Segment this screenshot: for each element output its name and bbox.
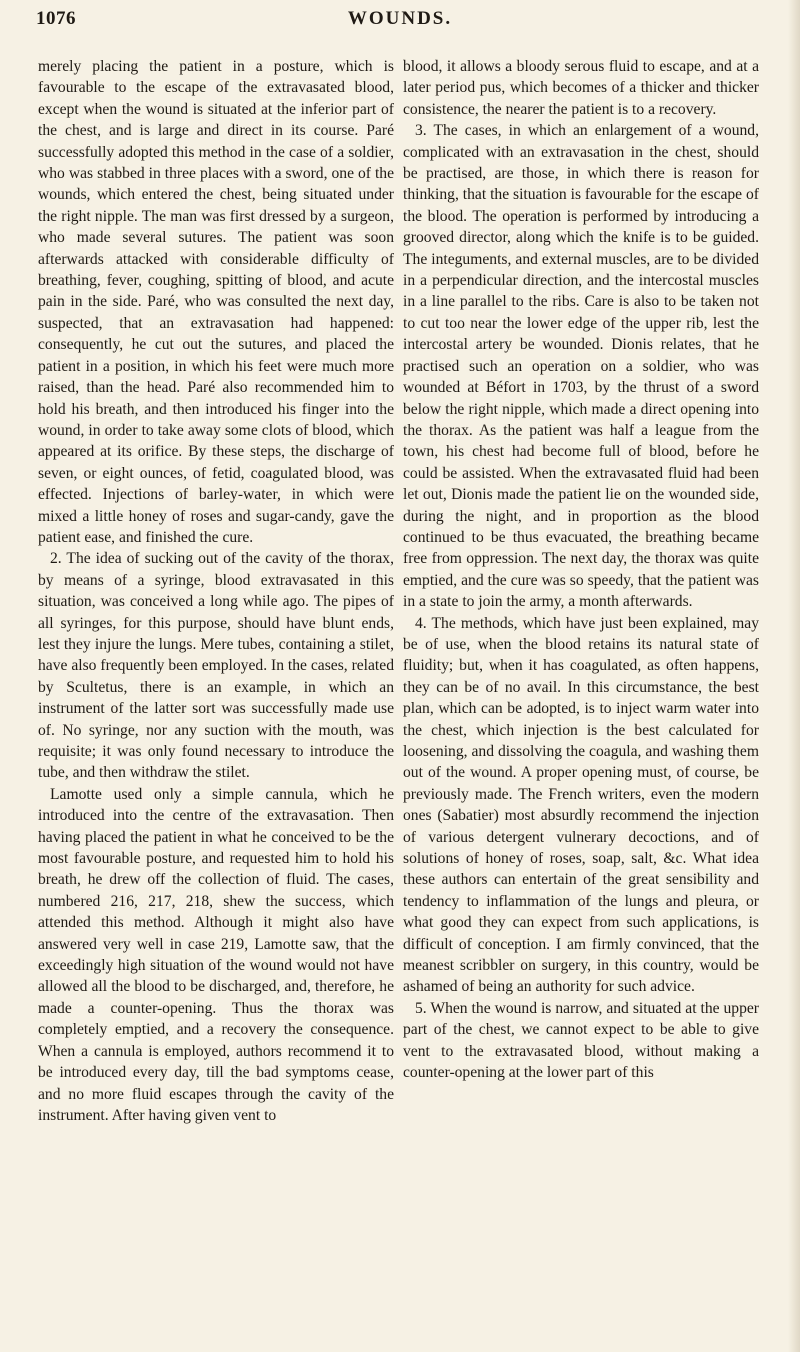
right-column — [403, 56, 759, 1084]
page-number: 1076 — [36, 8, 76, 29]
paragraph-continuation: blood, it allows a bloody serous fluid to escape, and at a later period pus, which becomes of a thicker and thicker consistence, the nearer the patient is to a recovery. — [403, 58, 759, 118]
paragraph-lamotte: Lamotte used only a simple cannula, which he introduced into the centre of the extravasation. Then having placed the patient in what he conceived to be the most favourable posture, and requested him to hold his breath, he drew off the collection of fluid. The cases, numbered 216, 217, 218, shew the success, which attended this method. Although it might also have answered very well in case 219, Lamotte saw, that the exceedingly high situation of the wound would not have allowed all the blood to be discharged, and, therefore, he made a counter-opening. Thus the thorax was completely emptied, and a recovery the consequence. When a cannula is employed, authors recommend it to be introduced every day, till the bad symptoms cease, and no more fluid escapes through the cavity of the instrument. After having given vent to — [38, 785, 394, 1124]
paragraph-narrow-wound: 5. When the wound is narrow, and situated at the upper part of the chest, we cannot expect to be able to give vent to the extravasated blood, without making a counter-opening at the lower part of this — [403, 999, 759, 1082]
page-edge-shadow — [788, 0, 800, 1352]
paragraph-coagulated-blood: 4. The methods, which have just been explained, may be of use, when the blood retains its natural state of fluidity; but, when it has coagulated, as often happens, they can be of no avail. In this circumstance, the best plan, which can be adopted, is to inject warm water into the chest, which injection is the best calculated for loosening, and dissolving the coagula, and washing them out of the wound. A proper opening must, of course, be previously made. The French writers, even the modern ones (Sabatier) most absurdly recommend the injection of various detergent vulnerary decoctions, and of solutions of honey of roses, soap, salt, &c. What idea these authors can entertain of the great sensibility and tendency to inflammation of the lungs and pleura, or what good they can expect from such applications, is difficult of conception. I am firmly convinced, that the meanest scribbler on surgery, in this country, would be ashamed of being an authority for such advice. — [403, 614, 759, 996]
paragraph-pare-case: merely placing the patient in a posture, which is favourable to the escape of the extravasated blood, except when the wound is situated at the inferior part of the chest, and is large and direct in its course. Paré successfully adopted this method in the case of a soldier, who was stabbed in three places with a sword, one of the wounds, which entered the chest, being situated under the right nipple. The man was first dressed by a surgeon, who made several sutures. The patient was soon afterwards attacked with considerable difficulty of breathing, fever, coughing, spitting of blood, and acute pain in the side. Paré, who was consulted the next day, suspected, that an extravasation had happened: consequently, he cut out the sutures, and placed the patient in a position, in which his feet were much more raised, than the head. Paré also recommended him to hold his breath, and then introduced his finger into the wound, in order to take away some clots of blood, which appeared at its orifice. By these steps, the discharge of seven, or eight ounces, of fetid, coagulated blood, was effected. Injections of barley-water, in which were mixed a little honey of roses and sugar-candy, gave the patient ease, and finished the cure. — [38, 58, 394, 546]
left-column — [38, 56, 394, 1126]
paragraph-syringe: 2. The idea of sucking out of the cavity of the thorax, by means of a syringe, blood extravasated in this situation, was conceived a long while ago. The pipes of all syringes, for this purpose, should have blunt ends, lest they injure the lungs. Mere tubes, containing a stilet, have also frequently been employed. In the cases, related by Scultetus, there is an example, in which an instrument of the latter sort was successfully made use of. No syringe, nor any suction with the mouth, was requisite; it was only found necessary to introduce the tube, and then withdraw the stilet. — [38, 550, 394, 782]
paragraph-enlargement: 3. The cases, in which an enlargement of a wound, complicated with an extravasation in the chest, should be practised, are those, in which there is reason for thinking, that the situation is favourable for the escape of the blood. The operation is performed by introducing a grooved director, along which the knife is to be guided. The integuments, and external muscles, are to be divided in a perpendicular direction, and the intercostal muscles in a line parallel to the ribs. Care is also to be taken not to cut too near the lower edge of the upper rib, lest the intercostal artery be wounded. Dionis relates, that he practised such an operation on a soldier, who was wounded at Béfort in 1703, by the thrust of a sword below the right nipple, which made a direct opening into the thorax. As the patient was half a league from the town, his chest had become full of blood, before he could be assisted. When the extravasated fluid had been let out, Dionis made the patient lie on the wounded side, during the night, and in proportion as the blood continued to be thus evacuated, the breathing became free from oppression. The next day, the thorax was quite emptied, and the cure was so speedy, that the patient was in a state to join the army, a month afterwards. — [403, 122, 759, 611]
running-title: WOUNDS. — [347, 8, 453, 29]
